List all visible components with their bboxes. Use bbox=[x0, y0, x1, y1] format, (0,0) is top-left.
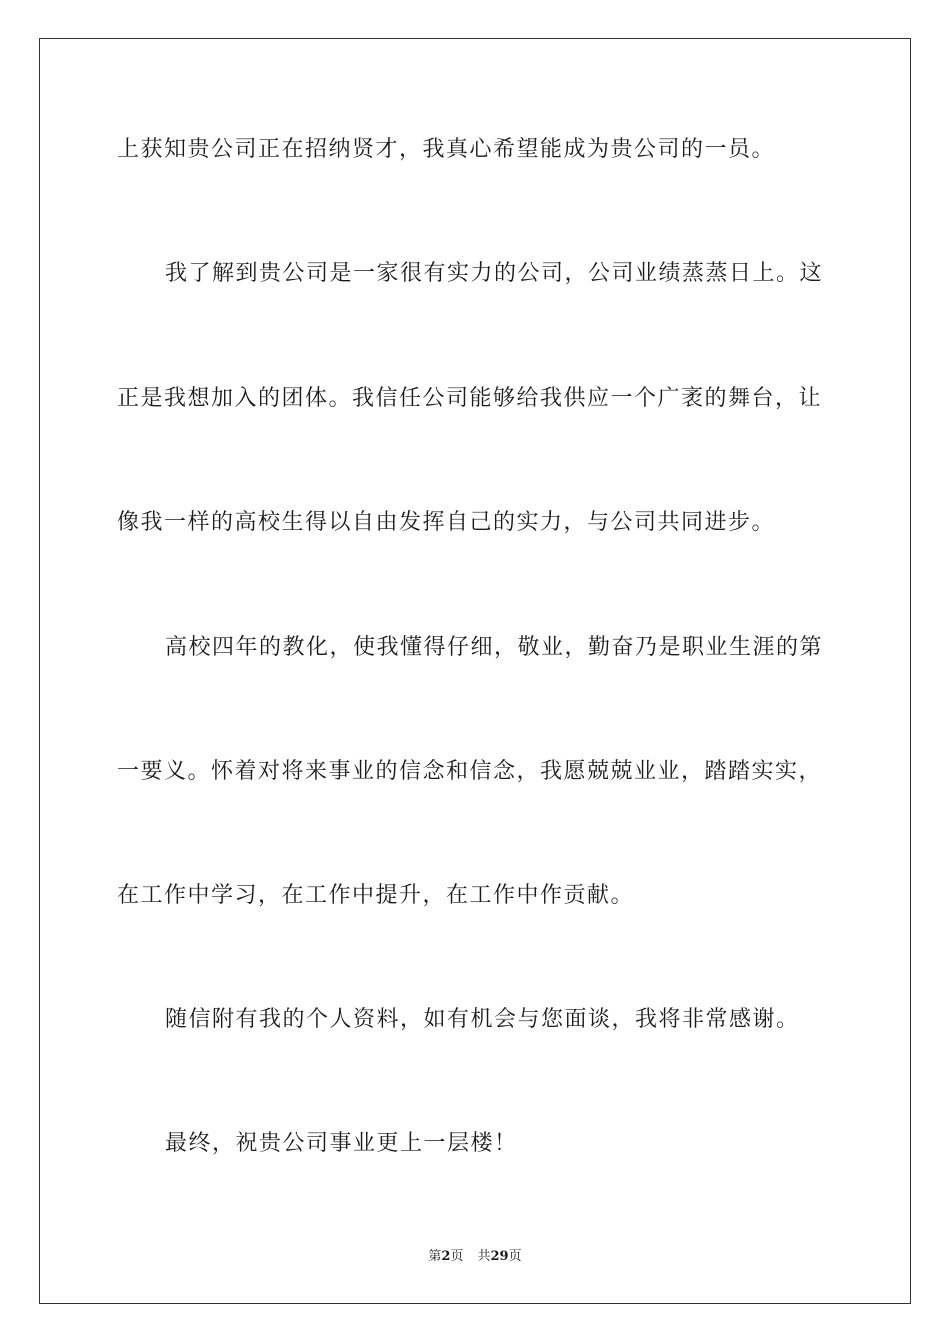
page-footer bbox=[0, 1248, 950, 1266]
page-prefix: 第 bbox=[428, 1249, 442, 1264]
page-number: 2 bbox=[441, 1249, 451, 1264]
body-line-4: 像我一样的高校生得以自由发挥自己的实力，与公司共同进步。 bbox=[117, 510, 776, 535]
total-suffix: 页 bbox=[508, 1249, 522, 1264]
body-line-6: 一要义。怀着对将来事业的信念和信念，我愿兢兢业业，踏踏实实， bbox=[117, 759, 823, 784]
page-border bbox=[39, 38, 911, 1304]
body-line-3: 正是我想加入的团体。我信任公司能够给我供应一个广袤的舞台，让 bbox=[117, 386, 823, 411]
body-line-1: 上获知贵公司正在招纳贤才，我真心希望能成为贵公司的一员。 bbox=[117, 137, 776, 162]
page-suffix: 页 bbox=[450, 1249, 464, 1264]
body-line-7: 在工作中学习，在工作中提升，在工作中作贡献。 bbox=[117, 883, 635, 908]
body-line-5: 高校四年的教化，使我懂得仔细，敬业，勤奋乃是职业生涯的第 bbox=[165, 635, 824, 660]
body-line-9: 最终，祝贵公司事业更上一层楼！ bbox=[165, 1131, 518, 1156]
total-pages: 29 bbox=[490, 1249, 509, 1264]
total-prefix: 共 bbox=[477, 1249, 491, 1264]
body-line-2: 我了解到贵公司是一家很有实力的公司，公司业绩蒸蒸日上。这 bbox=[165, 261, 824, 286]
body-line-8: 随信附有我的个人资料，如有机会与您面谈，我将非常感谢。 bbox=[165, 1007, 800, 1032]
